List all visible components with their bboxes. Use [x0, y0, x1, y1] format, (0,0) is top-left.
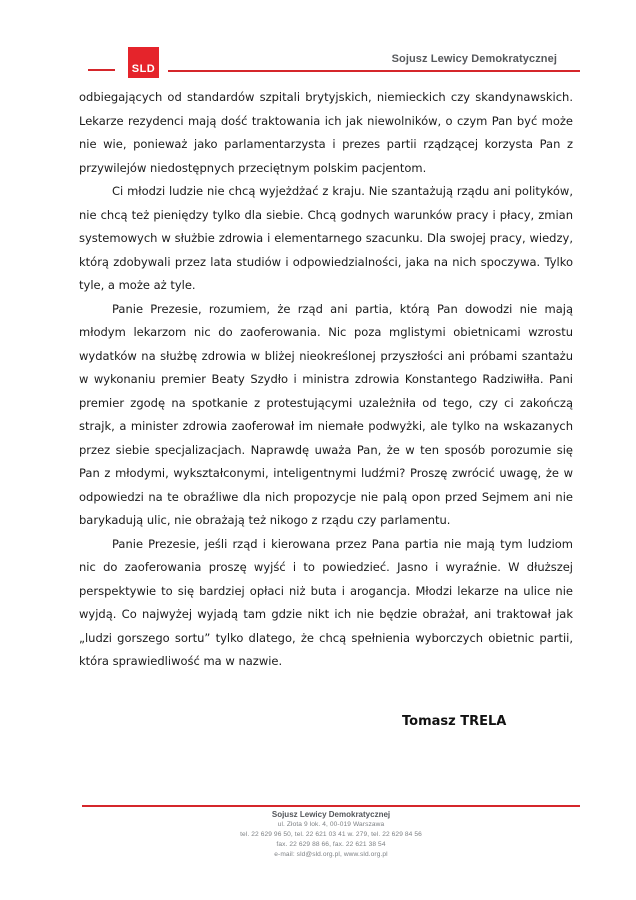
header-org-name: Sojusz Lewicy Demokratycznej: [391, 53, 557, 65]
sld-logo-text: SLD: [131, 63, 156, 75]
footer-address: ul. Złota 9 lok. 4, 00-019 Warszawa: [277, 821, 385, 828]
letter-paragraph: Panie Prezesie, jeśli rząd i kierowana przez Pana partia nie mają tym ludziom nic do zaoferowania proszę wyjść i to powiedzieć. Jasno i wyraźnie. W dłuższej perspektywie to się bardziej opłaci niż buta i arogancja. Młodzi lekarze na ulice nie wyjdą. Co najwyżej wyjadą tam gdzie nikt ich nie będzie obrażał, ani traktował jak „ludzi gorszego sortu” tylko dlatego, że chcą spełnienia wyborczych obietnic partii, która sprawiedliwość ma w nazwie.: [79, 536, 573, 668]
letter-paragraph: Ci młodzi ludzie nie chcą wyjeżdżać z kraju. Nie szantażują rządu ani polityków, nie chcą też pieniędzy tylko dla siebie. Chcą godnych warunków pracy i płacy, zmian systemowych w służbie zdrowia i elementarnego szacunku. Dla swojej pracy, wiedzy, którą zdobywali przez lata studiów i odpowiedzialności, jaka na nich spoczywa. Tylko tyle, a może aż tyle.: [79, 184, 573, 292]
footer-org-name: Sojusz Lewicy Demokratycznej: [271, 810, 391, 819]
footer-phones: tel. 22 629 96 50, tel. 22 621 03 41 w. 279, tel. 22 629 84 56: [240, 831, 422, 838]
footer-block: [82, 809, 580, 860]
letter-paragraph: Panie Prezesie, rozumiem, że rząd ani partia, którą Pan dowodzi nie mają młodym lekarzom nic do zaoferowania. Nic poza mglistymi obietnicami wzrostu wydatków na służbę zdrowia w bliżej nieokreślonej przyszłości ani próbami szantażu w wykonaniu premier Beaty Szydło i ministra zdrowia Konstantego Radziwiłła. Pani premier zgodę na spotkanie z protestującymi uzależniła od tego, czy ci zakończą strajk, a minister zdrowia zaoferował im niemałe podwyżki, ale tylko na wskazanych przez siebie specjalizacjach. Naprawdę uważa Pan, że w ten sposób porozumie się Pan z młodymi, wykształconymi, inteligentnymi ludźmi? Proszę zwrócić uwagę, że w odpowiedzi na te obraźliwe dla nich propozycje nie palą opon przed Sejmem ani nie barykadują ulic, nie obrażają też nikogo z rządu czy parlamentu.: [79, 301, 573, 527]
letter-body: [79, 86, 573, 674]
footer-fax: fax. 22 629 88 66, fax. 22 621 38 54: [276, 841, 386, 848]
footer-rule: [82, 805, 580, 807]
footer-email-web: e-mail: sld@sld.org.pl, www.sld.org.pl: [274, 851, 388, 858]
signature-name: Tomasz TRELA: [402, 714, 507, 729]
header-rule: [168, 70, 580, 72]
sld-logo: [128, 47, 159, 78]
letter-paragraph: odbiegających od standardów szpitali brytyjskich, niemieckich czy skandynawskich. Lekarze rezydenci mają dość traktowania ich jak niewolników, o czym Pan być może nie wie, ponieważ jako parlamentarzysta i prezes partii rządzącej korzysta Pan z przywilejów niedostępnych przeciętnym polskim pacjentom.: [79, 90, 573, 175]
header-rule-left: [88, 69, 115, 71]
